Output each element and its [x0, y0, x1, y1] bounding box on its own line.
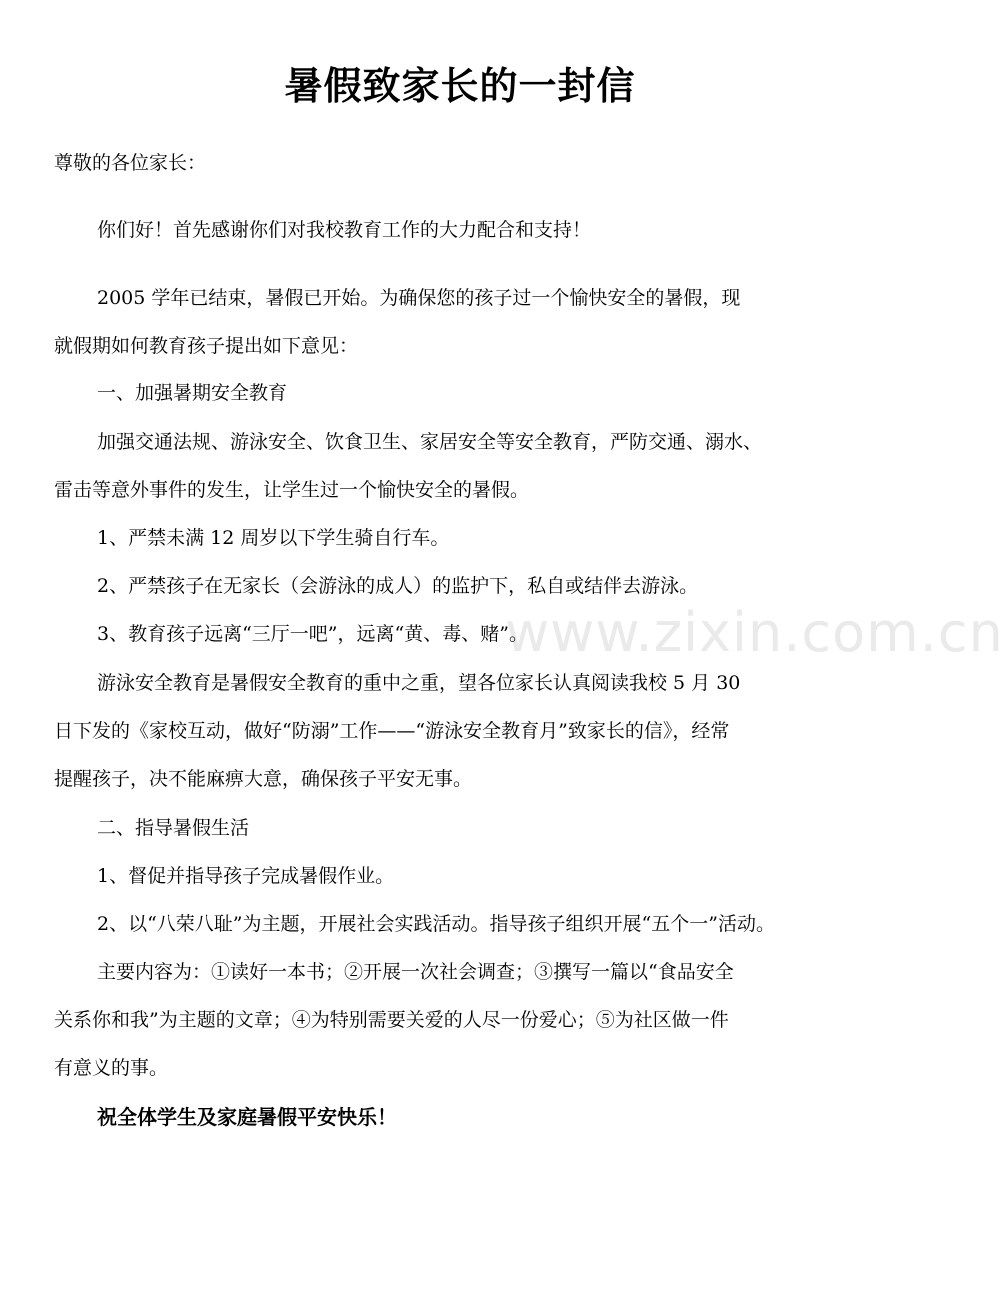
section-1-heading: 一、加强暑期安全教育 — [97, 382, 288, 404]
section-1-item-2: 2、严禁孩子在无家长（会游泳的成人）的监护下，私自或结伴去游泳。 — [97, 575, 699, 597]
section-2-item-2: 2、以“八荣八耻”为主题，开展社会实践活动。指导孩子组织开展“五个一”活动。 — [97, 913, 775, 935]
intro-paragraph-line-2: 就假期如何教育孩子提出如下意见： — [54, 335, 359, 357]
content-paragraph-line-1: 主要内容为：①读好一本书；②开展一次社会调查；③撰写一篇以“食品安全 — [97, 961, 734, 983]
section-2-item-1: 1、督促并指导孩子完成暑假作业。 — [97, 865, 395, 887]
content-paragraph-line-3: 有意义的事。 — [54, 1057, 169, 1079]
section-1-paragraph-line-1: 加强交通法规、游泳安全、饮食卫生、家居安全等安全教育，严防交通、溺水、 — [97, 431, 763, 453]
intro-paragraph-line-1: 2005 学年已结束，暑假已开始。为确保您的孩子过一个愉快安全的暑假，现 — [97, 287, 741, 309]
salutation: 尊敬的各位家长： — [54, 152, 207, 174]
section-1-paragraph-line-2: 雷击等意外事件的发生，让学生过一个愉快安全的暑假。 — [54, 479, 530, 501]
swim-paragraph-line-1: 游泳安全教育是暑假安全教育的重中之重，望各位家长认真阅读我校 5 月 30 — [97, 672, 741, 694]
greeting-paragraph: 你们好！首先感谢你们对我校教育工作的大力配合和支持！ — [97, 219, 592, 241]
closing-wish: 祝全体学生及家庭暑假平安快乐！ — [97, 1105, 397, 1129]
section-2-heading: 二、指导暑假生活 — [97, 817, 250, 839]
section-1-item-1: 1、严禁未满 12 周岁以下学生骑自行车。 — [97, 527, 450, 549]
watermark: www.zixin.com.cn — [505, 601, 1004, 664]
page-title: 暑假致家长的一封信 — [284, 63, 636, 108]
content-paragraph-line-2: 关系你和我”为主题的文章；④为特别需要关爱的人尽一份爱心；⑤为社区做一件 — [54, 1009, 729, 1031]
section-1-item-3: 3、教育孩子远离“三厅一吧”，远离“黄、毒、赌”。 — [97, 623, 528, 645]
swim-paragraph-line-2: 日下发的《家校互动，做好“防溺”工作——“游泳安全教育月”致家长的信》，经常 — [54, 720, 730, 742]
swim-paragraph-line-3: 提醒孩子，决不能麻痹大意，确保孩子平安无事。 — [54, 768, 473, 790]
